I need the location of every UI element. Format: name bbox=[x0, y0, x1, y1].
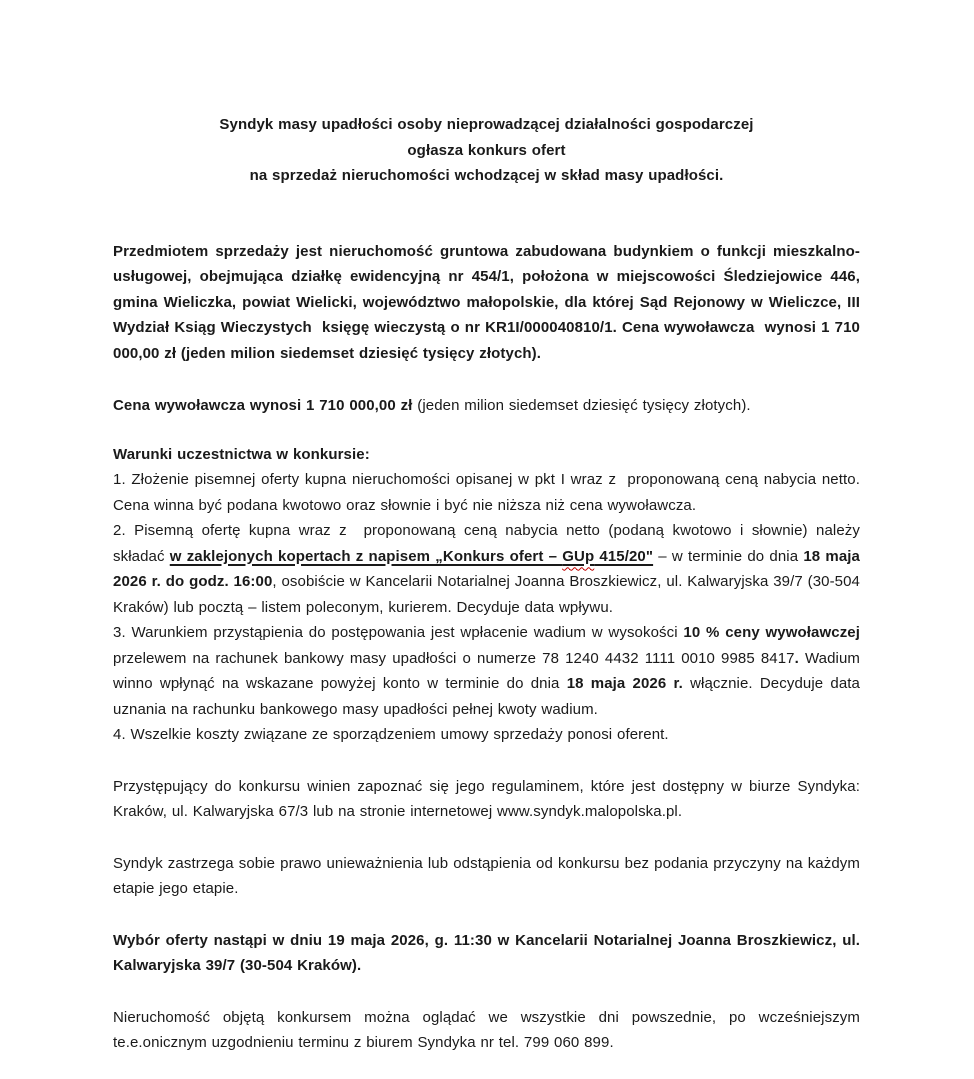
text-run: 3. Warunkiem przystąpienia do postępowania jest wpłacenie wadium w wysokości bbox=[113, 624, 684, 641]
text-run: 10 % ceny wywoławczej bbox=[683, 624, 861, 641]
paragraph-price bbox=[113, 393, 860, 419]
text-run: , osobiście w Kancelarii Notarialnej Joanna Broszkiewicz, ul. Kalwaryjska 39/7 (30-504 Kraków) lub pocztą – listem poleconym, kurierem. Decyduje data wpływu. bbox=[113, 573, 861, 616]
text-run: Cena wywoławcza wynosi 1 710 000,00 zł bbox=[113, 397, 418, 414]
paragraph-regulations bbox=[113, 774, 860, 825]
document-page bbox=[113, 112, 860, 1056]
title-line-3 bbox=[113, 163, 860, 189]
text-run: – w terminie do dnia bbox=[653, 547, 804, 565]
text-run: 18 maja 2026 r. bbox=[566, 675, 683, 692]
text-run: 415/20" bbox=[594, 547, 654, 565]
text-run: na sprzedaż nieruchomości wchodzącej w skład masy upadłości. bbox=[249, 167, 724, 184]
paragraph-subject bbox=[113, 239, 860, 367]
text-run: Przystępujący do konkursu winien zapoznać się jego regulaminem, które jest dostępny w biurze Syndyka: Kraków, ul. Kalwaryjska 67/3 lub na stronie internetowej www.syndyk.malopolska.pl. bbox=[113, 777, 860, 820]
list-item-3 bbox=[113, 620, 860, 722]
title-line-2 bbox=[113, 138, 860, 164]
list-item-1 bbox=[113, 467, 860, 518]
text-run: 1. Złożenie pisemnej oferty kupna nieruchomości opisanej w pkt I wraz z proponowaną ceną nabycia netto. Cena winna być podana kwotowo oraz słownie i być nie niższa niż cena wywoławcza. bbox=[113, 471, 860, 514]
heading-conditions bbox=[113, 442, 860, 468]
text-run: w zaklejonych kopertach z napisem „Konkurs ofert – bbox=[169, 547, 563, 565]
text-run bbox=[562, 548, 594, 565]
paragraph-reservation bbox=[113, 851, 860, 902]
text-run: Syndyk zastrzega sobie prawo unieważnienia lub odstąpienia od konkursu bez podania przyczyny na każdym etapie jego etapie. bbox=[113, 854, 860, 897]
text-run: 4. Wszelkie koszty związane ze sporządzeniem umowy sprzedaży ponosi oferent. bbox=[113, 726, 669, 743]
title-line-1 bbox=[113, 112, 860, 138]
list-item-4 bbox=[113, 722, 860, 748]
spellcheck-underline: GUp bbox=[562, 547, 595, 565]
text-run: Wybór oferty nastąpi w dniu 19 maja 2026, g. 11:30 w Kancelarii Notarialnej Joanna Broszkiewicz, ul. Kalwaryjska 39/7 (30-504 Kraków). bbox=[113, 931, 860, 974]
text-run: ogłasza konkurs ofert bbox=[407, 141, 566, 159]
text-run: Syndyk masy upadłości osoby nieprowadzącej działalności gospodarczej bbox=[219, 116, 754, 133]
text-run: (jeden milion siedemset dziesięć tysięcy złotych). bbox=[417, 397, 751, 414]
text-run: Warunki uczestnictwa w konkursie: bbox=[113, 445, 370, 463]
text-run: 18 maja 2026 r. do godz. 16:00 bbox=[113, 547, 860, 590]
paragraph-viewing bbox=[113, 1005, 860, 1056]
text-run: włącznie. Decyduje data uznania na rachunku bankowego masy upadłości pełnej kwoty wadium. bbox=[113, 675, 860, 718]
list-item-2 bbox=[113, 518, 860, 620]
text-run: Wadium winno wpłynąć na wskazane powyżej konto w terminie do dnia bbox=[113, 649, 860, 692]
paragraph-offer-selection bbox=[113, 928, 860, 979]
text-run: 2. Pisemną ofertę kupna wraz z proponowaną ceną nabycia netto (podaną kwotowo i słownie) należy składać bbox=[113, 522, 860, 565]
text-run: Przedmiotem sprzedaży jest nieruchomość gruntowa zabudowana budynkiem o funkcji mieszkalno-usługowej, obejmująca działkę ewidencyjną nr 454/1, położona w miejscowości Śledziejowice 446, gmina Wieliczka, powiat Wielicki, województwo małopolskie, dla której Sąd Rejonowy w Wieliczce, III Wydział Ksiąg Wieczystych księgę wieczystą o nr KR1I/000040810/1. Cena wywoławcza wynosi 1 710 000,00 zł (jeden milion siedemset dziesięć tysięcy złotych). bbox=[113, 242, 860, 362]
text-run: przelewem na rachunek bankowy masy upadłości o numerze 78 1240 4432 1111 0010 9985 8417 bbox=[113, 649, 795, 667]
text-run: . bbox=[794, 649, 799, 667]
text-run: Nieruchomość objętą konkursem można oglądać we wszystkie dni powszednie, po wcześniejszym te.e.onicznym uzgodnieniu terminu z biurem Syndyka nr tel. 799 060 899. bbox=[113, 1008, 860, 1051]
